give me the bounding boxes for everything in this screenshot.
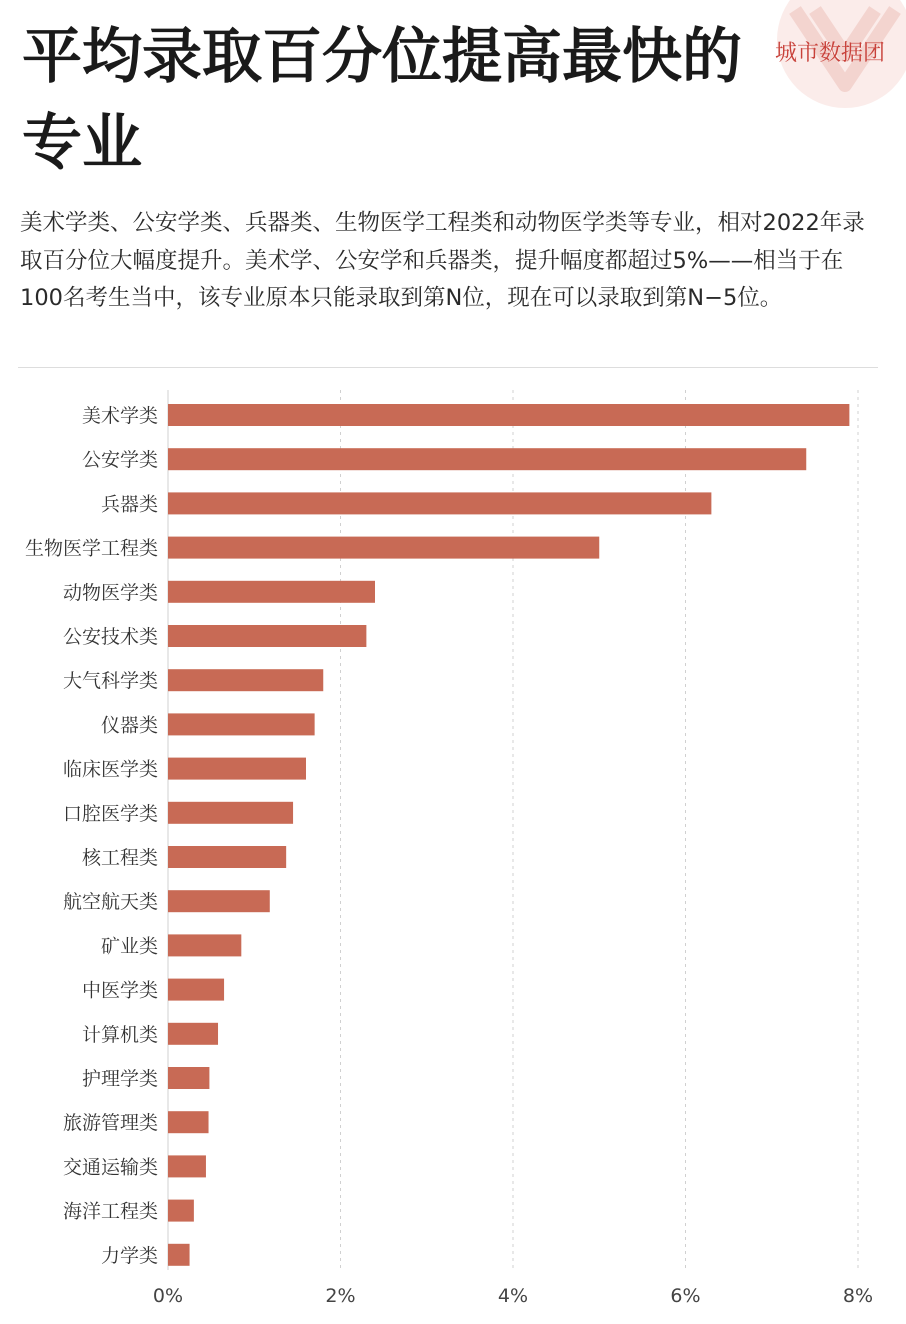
bar <box>168 492 711 514</box>
bar <box>168 625 366 647</box>
category-label: 仪器类 <box>100 714 158 737</box>
x-tick-label: 0% <box>152 1285 184 1307</box>
category-label: 动物医学类 <box>62 581 158 604</box>
bar <box>168 1155 206 1177</box>
bar <box>168 448 806 470</box>
category-label: 航空航天类 <box>62 891 158 914</box>
brand-name: 城市数据团 <box>775 41 886 66</box>
bar <box>168 713 315 735</box>
category-label: 公安学类 <box>81 449 158 472</box>
page-title: 平均录取百分位提高最快的专业 <box>22 22 742 178</box>
category-label: 口腔医学类 <box>62 802 158 825</box>
category-label: 临床医学类 <box>62 758 158 781</box>
bar <box>168 669 323 691</box>
category-label: 公安技术类 <box>62 626 158 648</box>
category-label: 力学类 <box>100 1244 158 1267</box>
category-label: 矿业类 <box>100 935 158 958</box>
category-label: 海洋工程类 <box>62 1200 158 1223</box>
category-label: 生物医学工程类 <box>24 537 158 560</box>
bar <box>168 802 293 824</box>
bar <box>168 1200 194 1222</box>
category-label: 美术学类 <box>81 405 158 427</box>
chart-description: 美术学类、公安学类、兵器类、生物医学工程类和动物医学类等专业，相对2022年录取百分位大幅度提升。美术学、公安学和兵器类，提升幅度都超过5%——相当于在100名考生当中，该专业原本只能录取到第N位，现在可以录取到第N−5位。 <box>20 210 865 311</box>
bar <box>168 1067 209 1089</box>
bar <box>168 404 849 426</box>
category-label: 旅游管理类 <box>62 1112 158 1135</box>
bar <box>168 581 375 603</box>
x-tick-label: 2% <box>325 1285 356 1307</box>
bar <box>168 1023 218 1045</box>
category-label: 大气科学类 <box>62 670 158 693</box>
x-tick-label: 8% <box>842 1285 874 1307</box>
x-tick-label: 4% <box>497 1285 529 1307</box>
bar <box>168 758 306 780</box>
bar <box>168 1244 190 1266</box>
category-label: 交通运输类 <box>62 1156 158 1179</box>
category-label: 计算机类 <box>81 1023 158 1046</box>
bar-chart <box>0 380 906 1324</box>
category-label: 兵器类 <box>100 493 158 516</box>
bar <box>168 890 270 912</box>
category-label: 中医学类 <box>81 979 158 1002</box>
category-label: 核工程类 <box>81 847 158 869</box>
bar <box>168 537 599 559</box>
category-label: 护理学类 <box>81 1068 158 1090</box>
bar <box>168 1111 209 1133</box>
divider <box>18 367 878 368</box>
bar <box>168 846 286 868</box>
bar <box>168 934 241 956</box>
bar <box>168 979 224 1001</box>
x-tick-label: 6% <box>670 1285 701 1307</box>
